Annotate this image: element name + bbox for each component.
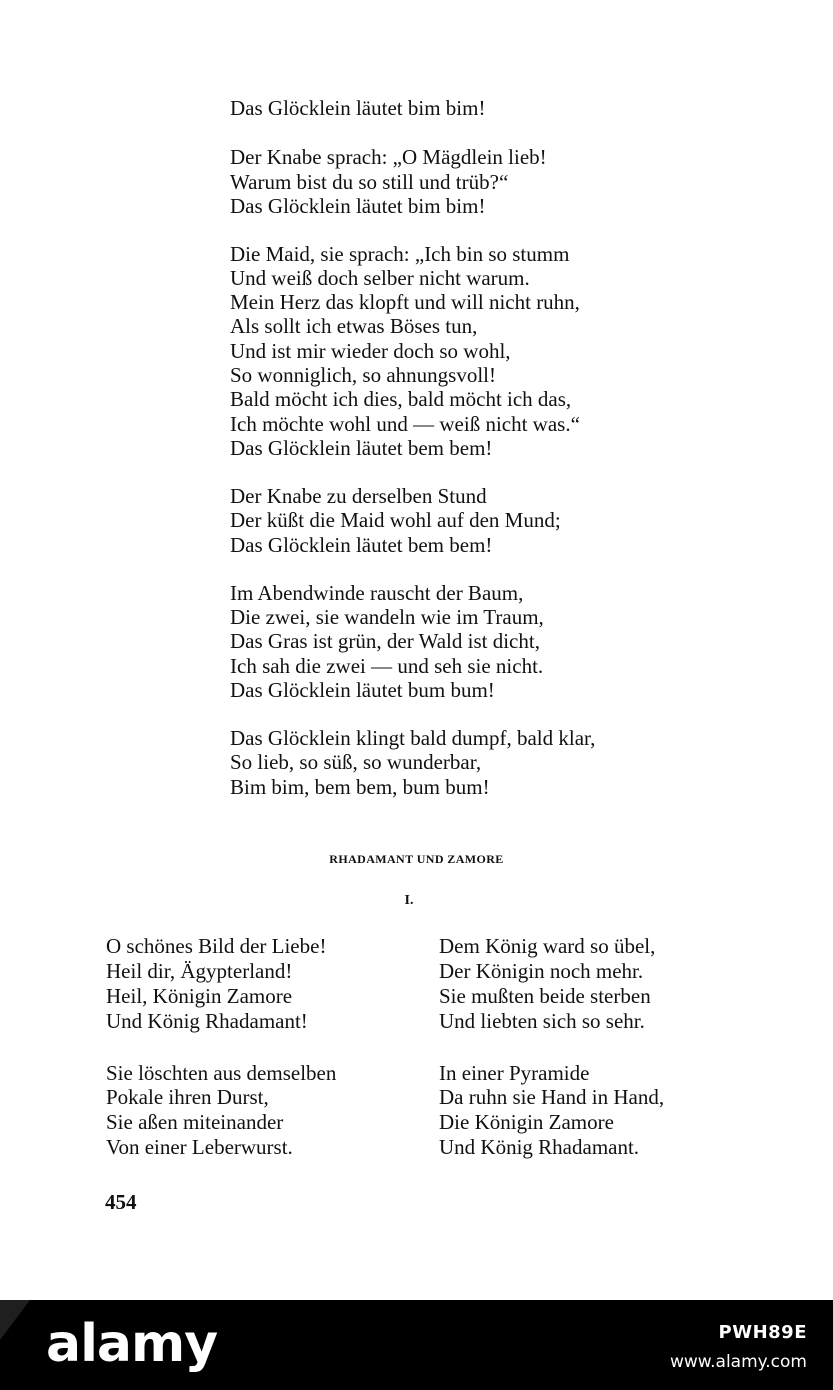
watermark-url: www.alamy.com xyxy=(669,1352,807,1372)
left-column-line: Pokale ihren Durst, xyxy=(106,1085,269,1109)
poem-line: Warum bist du so still und trüb?“ xyxy=(230,170,509,194)
right-column-line: Sie mußten beide sterben xyxy=(439,984,651,1008)
poem-line: Der küßt die Maid wohl auf den Mund; xyxy=(230,508,561,532)
right-column-line: Die Königin Zamore xyxy=(439,1110,614,1134)
left-column-line: Von einer Leberwurst. xyxy=(106,1135,293,1159)
poem-line: Das Glöcklein läutet bum bum! xyxy=(230,678,495,702)
right-column-line: Und König Rhadamant. xyxy=(439,1135,640,1159)
poem-line: So wonniglich, so ahnungsvoll! xyxy=(230,363,496,387)
poem-line: Bim bim, bem bem, bum bum! xyxy=(230,775,490,799)
poem-line: Die zwei, sie wandeln wie im Traum, xyxy=(230,605,544,629)
poem-line: Bald möcht ich dies, bald möcht ich das, xyxy=(230,387,572,411)
poem-line: Und weiß doch selber nicht warum. xyxy=(230,266,530,290)
section-numeral: I. xyxy=(404,893,414,908)
left-column-line: Und König Rhadamant! xyxy=(106,1009,308,1033)
poem-line: Die Maid, sie sprach: „Ich bin so stumm xyxy=(230,242,570,266)
poem-line: So lieb, so süß, so wunderbar, xyxy=(230,750,482,774)
alamy-logo: alamy xyxy=(46,1314,218,1374)
page-number: 454 xyxy=(105,1190,137,1214)
poem-line: Das Glöcklein läutet bem bem! xyxy=(230,533,493,557)
poem-line: Im Abendwinde rauscht der Baum, xyxy=(230,581,524,605)
right-column-line: Der Königin noch mehr. xyxy=(439,959,644,983)
poem-line: Das Glöcklein läutet bim bim! xyxy=(230,96,486,120)
right-column-line: Und liebten sich so sehr. xyxy=(439,1009,645,1033)
poem-line: Als sollt ich etwas Böses tun, xyxy=(230,314,478,338)
poem-line: Mein Herz das klopft und will nicht ruhn, xyxy=(230,290,580,314)
poem-line: Ich möchte wohl und — weiß nicht was.“ xyxy=(230,412,580,436)
left-column-line: Sie löschten aus demselben xyxy=(106,1061,337,1085)
poem-line: Das Glöcklein klingt bald dumpf, bald klar, xyxy=(230,726,596,750)
watermark-footer xyxy=(0,1300,833,1390)
left-column-line: Heil, Königin Zamore xyxy=(106,984,293,1008)
logo-mark-icon xyxy=(0,1300,46,1390)
poem-line: Der Knabe zu derselben Stund xyxy=(230,484,487,508)
left-column-line: Heil dir, Ägypterland! xyxy=(106,959,293,983)
section-title: RHADAMANT UND ZAMORE xyxy=(329,852,504,866)
image-id: PWH89E xyxy=(718,1322,807,1343)
right-column-line: In einer Pyramide xyxy=(439,1061,590,1085)
poem-line: Das Gras ist grün, der Wald ist dicht, xyxy=(230,629,540,653)
right-column-line: Da ruhn sie Hand in Hand, xyxy=(439,1085,665,1109)
left-column-line: O schönes Bild der Liebe! xyxy=(106,934,327,958)
poem-line: Der Knabe sprach: „O Mägdlein lieb! xyxy=(230,145,547,169)
right-column-line: Dem König ward so übel, xyxy=(439,934,656,958)
poem-line: Ich sah die zwei — und seh sie nicht. xyxy=(230,654,544,678)
poem-line: Das Glöcklein läutet bem bem! xyxy=(230,436,493,460)
poem-line: Das Glöcklein läutet bim bim! xyxy=(230,194,486,218)
poem-line: Und ist mir wieder doch so wohl, xyxy=(230,339,511,363)
left-column-line: Sie aßen miteinander xyxy=(106,1110,284,1134)
